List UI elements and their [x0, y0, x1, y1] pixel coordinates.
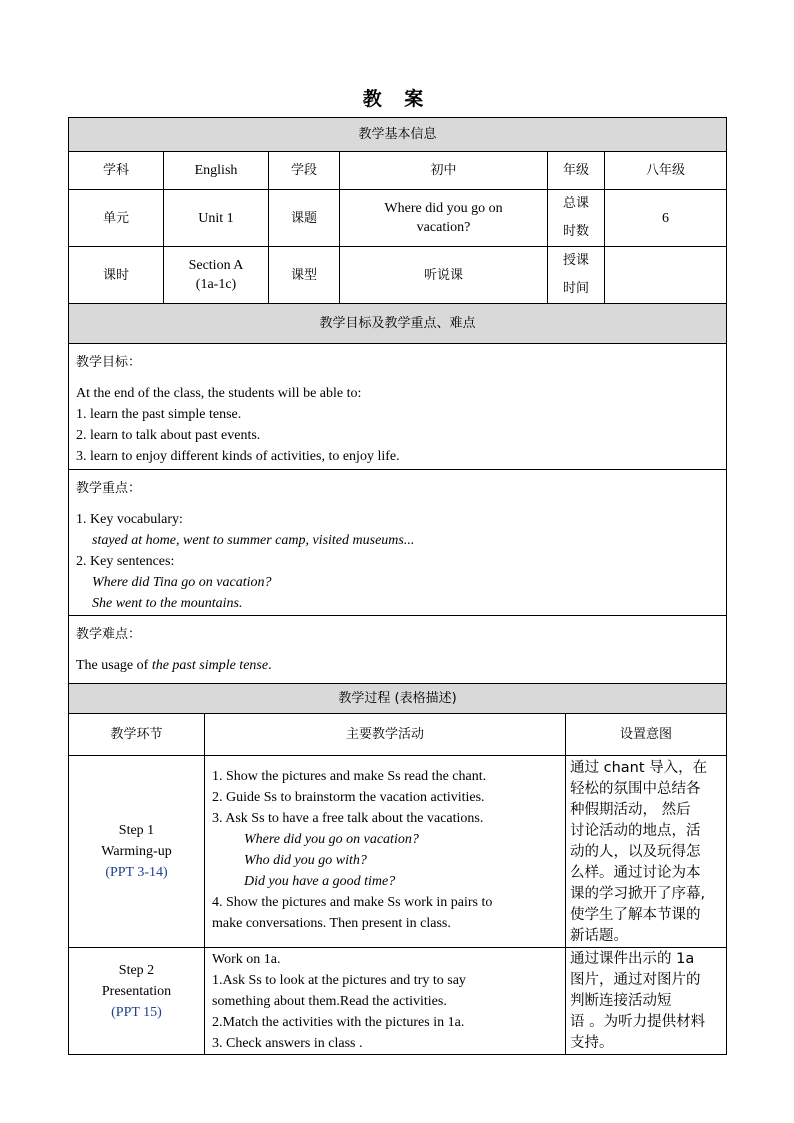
- goals-header-row: [69, 304, 727, 344]
- key-sentence: Where did Tina go on vacation?: [92, 575, 272, 590]
- lesson-plan-table: [68, 117, 727, 684]
- column-header-stage: 教学环节: [69, 714, 205, 756]
- activity-line: 2. Guide Ss to brainstorm the vacation activities.: [212, 790, 485, 805]
- key-points-cell: [69, 470, 727, 616]
- activity-line: make conversations. Then present in class.: [212, 916, 451, 931]
- objectives-label: 教学目标：: [76, 355, 142, 370]
- objectives-cell: [69, 344, 727, 470]
- basic-info-header: 教学基本信息: [69, 118, 727, 152]
- step-1-activities: [205, 756, 566, 948]
- type-label: 课型: [269, 247, 340, 304]
- activity-line: 4. Show the pictures and make Ss work in pairs to: [212, 895, 493, 910]
- lesson-plan: [68, 117, 726, 1055]
- subject-value: English: [164, 152, 269, 190]
- key-vocab: stayed at home, went to summer camp, visited museums...: [92, 533, 415, 548]
- step-1-stage: Step 1 Warming-up (PPT 3-14): [69, 756, 205, 948]
- activity-line: 1. Show the pictures and make Ss read the chant.: [212, 769, 487, 784]
- activity-line: 3. Check answers in class .: [212, 1036, 363, 1051]
- process-header-row: [69, 684, 727, 714]
- total-hours-label: 总课 时数: [548, 190, 605, 247]
- basic-info-row-2: [69, 190, 727, 247]
- page-title: 教 案: [362, 88, 432, 110]
- key-vocab-title: 1. Key vocabulary:: [76, 512, 183, 527]
- topic-label: 课题: [269, 190, 340, 247]
- activity-line: 2.Match the activities with the pictures in 1a.: [212, 1015, 465, 1030]
- step-2-stage: Step 2 Presentation (PPT 15): [69, 948, 205, 1055]
- activity-line: Work on 1a.: [212, 952, 281, 967]
- grade-label: 年级: [548, 152, 605, 190]
- objective-item: 2. learn to talk about past events.: [76, 428, 261, 443]
- teaching-time-value: [605, 247, 727, 304]
- goals-header: 教学目标及教学重点、难点: [69, 304, 727, 344]
- process-header: 教学过程 (表格描述): [69, 684, 727, 714]
- objective-item: 3. learn to enjoy different kinds of activities, to enjoy life.: [76, 449, 400, 464]
- basic-info-row-3: [69, 247, 727, 304]
- process-columns-row: [69, 714, 727, 756]
- unit-label: 单元: [69, 190, 164, 247]
- step-2-intent: 通过课件出示的 1a 图片，通过对图片的 判断连接活动短 语 。为听力提供材料 支持。: [566, 948, 727, 1055]
- example-question: Where did you go on vacation?: [244, 832, 419, 847]
- activity-line: 3. Ask Ss to have a free talk about the vacations.: [212, 811, 484, 826]
- difficult-points-row: [69, 616, 727, 684]
- process-table: [68, 683, 727, 1055]
- step-1-row: [69, 756, 727, 948]
- unit-value: Unit 1: [164, 190, 269, 247]
- key-sentences-title: 2. Key sentences:: [76, 554, 175, 569]
- basic-info-header-row: [69, 118, 727, 152]
- example-question: Who did you go with?: [244, 853, 367, 868]
- total-hours-value: 6: [605, 190, 727, 247]
- column-header-intent: 设置意图: [566, 714, 727, 756]
- grade-value: 八年级: [605, 152, 727, 190]
- topic-value: Where did you go on vacation?: [340, 190, 548, 247]
- step-2-row: [69, 948, 727, 1055]
- subject-label: 学科: [69, 152, 164, 190]
- stage-label: 学段: [269, 152, 340, 190]
- period-value: Section A (1a-1c): [164, 247, 269, 304]
- key-sentence: She went to the mountains.: [92, 596, 243, 611]
- objectives-intro: At the end of the class, the students will be able to:: [76, 386, 362, 401]
- stage-value: 初中: [340, 152, 548, 190]
- difficult-points-cell: [69, 616, 727, 684]
- activity-line: 1.Ask Ss to look at the pictures and try to say: [212, 973, 466, 988]
- key-points-row: [69, 470, 727, 616]
- step-2-activities: [205, 948, 566, 1055]
- difficult-points-label: 教学难点：: [76, 627, 142, 642]
- step-1-ppt: (PPT 3-14): [105, 865, 168, 880]
- objectives-row: [69, 344, 727, 470]
- period-label: 课时: [69, 247, 164, 304]
- column-header-activities: 主要教学活动: [205, 714, 566, 756]
- difficult-points-text: The usage of the past simple tense.: [76, 658, 272, 673]
- objective-item: 1. learn the past simple tense.: [76, 407, 242, 422]
- example-question: Did you have a good time?: [244, 874, 396, 889]
- key-points-label: 教学重点：: [76, 481, 142, 496]
- teaching-time-label: 授课 时间: [548, 247, 605, 304]
- type-value: 听说课: [340, 247, 548, 304]
- step-1-intent: 通过 chant 导入，在 轻松的氛围中总结各 种假期活动， 然后 讨论活动的地点，活 动的人，以及玩得怎 么样。通过讨论为本 课的学习掀开了序幕, 使学生了解本节课的 新话题。: [566, 756, 727, 948]
- activity-line: something about them.Read the activities.: [212, 994, 447, 1009]
- step-2-ppt: (PPT 15): [111, 1005, 162, 1020]
- basic-info-row-1: [69, 152, 727, 190]
